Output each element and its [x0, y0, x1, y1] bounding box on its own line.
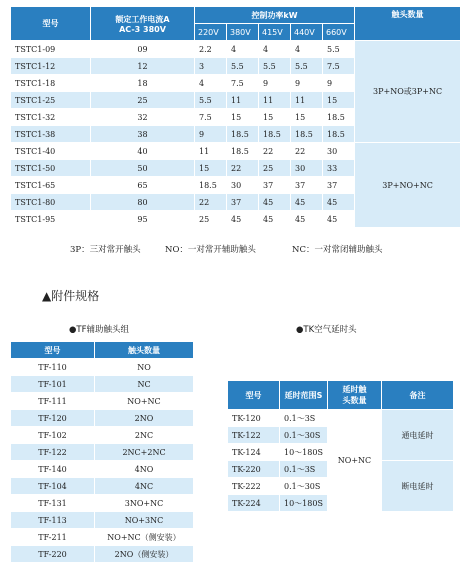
- tf-header-contacts: 触头数量: [95, 342, 194, 359]
- tf-contacts-cell: NC: [95, 376, 194, 393]
- header-current-line2: AC-3 380V: [119, 24, 166, 34]
- current-cell: 40: [91, 143, 195, 160]
- tf-model-cell: TF-140: [11, 461, 95, 478]
- tf-model-cell: TF-104: [11, 478, 95, 495]
- header-voltage: 440V: [291, 24, 323, 41]
- tf-contacts-cell: 4NC: [95, 478, 194, 495]
- power-cell: 30: [291, 160, 323, 177]
- table-row: [11, 427, 194, 444]
- tf-model-cell: TF-101: [11, 376, 95, 393]
- power-cell: 37: [323, 177, 355, 194]
- table-row: [11, 359, 194, 376]
- model-cell: TSTC1-38: [11, 126, 91, 143]
- tk-model-cell: TK-122: [228, 427, 280, 444]
- tk-delay-head-table: [227, 380, 454, 512]
- current-cell: 32: [91, 109, 195, 126]
- power-cell: 18.5: [227, 126, 259, 143]
- table-row: [11, 512, 194, 529]
- power-cell: 22: [259, 143, 291, 160]
- tk-header-contacts-line2: 头数量: [342, 396, 367, 405]
- power-cell: 5.5: [227, 58, 259, 75]
- tk-range-cell: 10～180S: [280, 444, 328, 461]
- tk-model-cell: TK-220: [228, 461, 280, 478]
- power-cell: 18.5: [323, 126, 355, 143]
- current-cell: 65: [91, 177, 195, 194]
- power-cell: 9: [195, 126, 227, 143]
- tk-model-cell: TK-124: [228, 444, 280, 461]
- legend-3p: 3P：三对常开触头: [70, 245, 141, 255]
- table-row: [11, 41, 461, 58]
- power-cell: 7.5: [323, 58, 355, 75]
- header-voltage: 415V: [259, 24, 291, 41]
- tf-caption: ●TF辅助触头组: [69, 325, 129, 335]
- tk-header-contacts: [328, 381, 382, 410]
- power-cell: 22: [227, 160, 259, 177]
- power-cell: 30: [323, 143, 355, 160]
- contactor-spec-table: [10, 6, 461, 228]
- power-cell: 5.5: [323, 41, 355, 58]
- tf-contacts-cell: NO+NC（侧安装）: [95, 529, 194, 546]
- current-cell: 09: [91, 41, 195, 58]
- model-cell: TSTC1-12: [11, 58, 91, 75]
- tf-contacts-cell: 2NO: [95, 410, 194, 427]
- tk-range-cell: 0.1～30S: [280, 427, 328, 444]
- tf-aux-contact-table: [10, 341, 194, 563]
- power-cell: 45: [291, 211, 323, 228]
- table-row: [11, 529, 194, 546]
- tk-remark-off-delay: 断电延时: [382, 461, 454, 512]
- tf-model-cell: TF-131: [11, 495, 95, 512]
- power-cell: 18.5: [227, 143, 259, 160]
- tk-contacts-cell: NO+NC: [328, 410, 382, 512]
- power-cell: 25: [195, 211, 227, 228]
- header-voltage: 220V: [195, 24, 227, 41]
- power-cell: 5.5: [259, 58, 291, 75]
- model-cell: TSTC1-32: [11, 109, 91, 126]
- power-cell: 30: [227, 177, 259, 194]
- power-cell: 11: [195, 143, 227, 160]
- tf-contacts-cell: NO+NC: [95, 393, 194, 410]
- power-cell: 45: [227, 211, 259, 228]
- tk-model-cell: TK-222: [228, 478, 280, 495]
- power-cell: 18.5: [291, 126, 323, 143]
- power-cell: 15: [291, 109, 323, 126]
- tf-contacts-cell: 3NO+NC: [95, 495, 194, 512]
- power-cell: 37: [227, 194, 259, 211]
- power-cell: 9: [323, 75, 355, 92]
- tk-header-range: 延时范围S: [280, 381, 328, 410]
- power-cell: 5.5: [291, 58, 323, 75]
- tf-contacts-cell: NO: [95, 359, 194, 376]
- table-row: [11, 444, 194, 461]
- table-row: [11, 143, 461, 160]
- table-row: [11, 546, 194, 563]
- contacts-group-1: 3P+NO或3P+NC: [355, 41, 461, 143]
- model-cell: TSTC1-09: [11, 41, 91, 58]
- tf-header-model: 型号: [11, 342, 95, 359]
- power-cell: 25: [259, 160, 291, 177]
- power-cell: 5.5: [195, 92, 227, 109]
- tk-range-cell: 10～180S: [280, 495, 328, 512]
- tf-contacts-cell: 2NC: [95, 427, 194, 444]
- table-row: [11, 393, 194, 410]
- tf-model-cell: TF-120: [11, 410, 95, 427]
- current-cell: 80: [91, 194, 195, 211]
- model-cell: TSTC1-65: [11, 177, 91, 194]
- power-cell: 22: [195, 194, 227, 211]
- power-cell: 18.5: [323, 109, 355, 126]
- power-cell: 15: [323, 92, 355, 109]
- power-cell: 45: [259, 211, 291, 228]
- header-voltage: 380V: [227, 24, 259, 41]
- tf-contacts-cell: 2NC+2NC: [95, 444, 194, 461]
- power-cell: 4: [195, 75, 227, 92]
- power-cell: 33: [323, 160, 355, 177]
- power-cell: 45: [291, 194, 323, 211]
- tf-contacts-cell: 4NO: [95, 461, 194, 478]
- power-cell: 15: [195, 160, 227, 177]
- tk-range-cell: 0.1～30S: [280, 478, 328, 495]
- tf-contacts-cell: 2NO（侧安装）: [95, 546, 194, 563]
- power-cell: 7.5: [227, 75, 259, 92]
- tk-model-cell: TK-224: [228, 495, 280, 512]
- header-current-line1: 额定工作电流A: [115, 14, 170, 24]
- power-cell: 45: [323, 194, 355, 211]
- tk-header-remark: 备注: [382, 381, 454, 410]
- tk-caption: ●TK空气延时头: [296, 325, 357, 335]
- model-cell: TSTC1-40: [11, 143, 91, 160]
- header-current: [91, 7, 195, 41]
- tf-model-cell: TF-220: [11, 546, 95, 563]
- table-row: [11, 495, 194, 512]
- power-cell: 11: [227, 92, 259, 109]
- tf-model-cell: TF-122: [11, 444, 95, 461]
- table-row: [11, 410, 194, 427]
- power-cell: 18.5: [195, 177, 227, 194]
- power-cell: 15: [259, 109, 291, 126]
- tk-header-model: 型号: [228, 381, 280, 410]
- header-contacts: 触头数量: [355, 7, 461, 41]
- model-cell: TSTC1-25: [11, 92, 91, 109]
- tf-model-cell: TF-102: [11, 427, 95, 444]
- tf-model-cell: TF-211: [11, 529, 95, 546]
- power-cell: 22: [291, 143, 323, 160]
- table-row: [11, 376, 194, 393]
- table-row: [11, 478, 194, 495]
- power-cell: 4: [291, 41, 323, 58]
- power-cell: 9: [259, 75, 291, 92]
- tk-model-cell: TK-120: [228, 410, 280, 427]
- power-cell: 7.5: [195, 109, 227, 126]
- tk-header-contacts-line1: 延时触: [342, 385, 367, 394]
- tk-range-cell: 0.1～3S: [280, 410, 328, 427]
- power-cell: 45: [323, 211, 355, 228]
- power-cell: 11: [291, 92, 323, 109]
- tf-contacts-cell: NO+3NC: [95, 512, 194, 529]
- power-cell: 4: [259, 41, 291, 58]
- model-cell: TSTC1-18: [11, 75, 91, 92]
- header-voltage: 660V: [323, 24, 355, 41]
- legend-nc: NC：一对常闭辅助触头: [292, 245, 383, 255]
- power-cell: 37: [259, 177, 291, 194]
- contacts-group-2: 3P+NO+NC: [355, 143, 461, 228]
- power-cell: 37: [291, 177, 323, 194]
- current-cell: 12: [91, 58, 195, 75]
- header-power: 控制功率kW: [195, 7, 355, 24]
- model-cell: TSTC1-80: [11, 194, 91, 211]
- tf-model-cell: TF-110: [11, 359, 95, 376]
- model-cell: TSTC1-95: [11, 211, 91, 228]
- table-row: [11, 461, 194, 478]
- power-cell: 4: [227, 41, 259, 58]
- power-cell: 45: [259, 194, 291, 211]
- tk-remark-on-delay: 通电延时: [382, 410, 454, 461]
- current-cell: 50: [91, 160, 195, 177]
- section-title: ▲附件规格: [42, 289, 100, 303]
- power-cell: 9: [291, 75, 323, 92]
- current-cell: 95: [91, 211, 195, 228]
- current-cell: 18: [91, 75, 195, 92]
- table-row: [228, 410, 454, 427]
- current-cell: 25: [91, 92, 195, 109]
- current-cell: 38: [91, 126, 195, 143]
- power-cell: 3: [195, 58, 227, 75]
- tf-model-cell: TF-113: [11, 512, 95, 529]
- tf-model-cell: TF-111: [11, 393, 95, 410]
- legend-no: NO：一对常开辅助触头: [165, 245, 256, 255]
- power-cell: 18.5: [259, 126, 291, 143]
- power-cell: 11: [259, 92, 291, 109]
- header-model: 型号: [11, 7, 91, 41]
- model-cell: TSTC1-50: [11, 160, 91, 177]
- tk-range-cell: 0.1～3S: [280, 461, 328, 478]
- power-cell: 15: [227, 109, 259, 126]
- power-cell: 2.2: [195, 41, 227, 58]
